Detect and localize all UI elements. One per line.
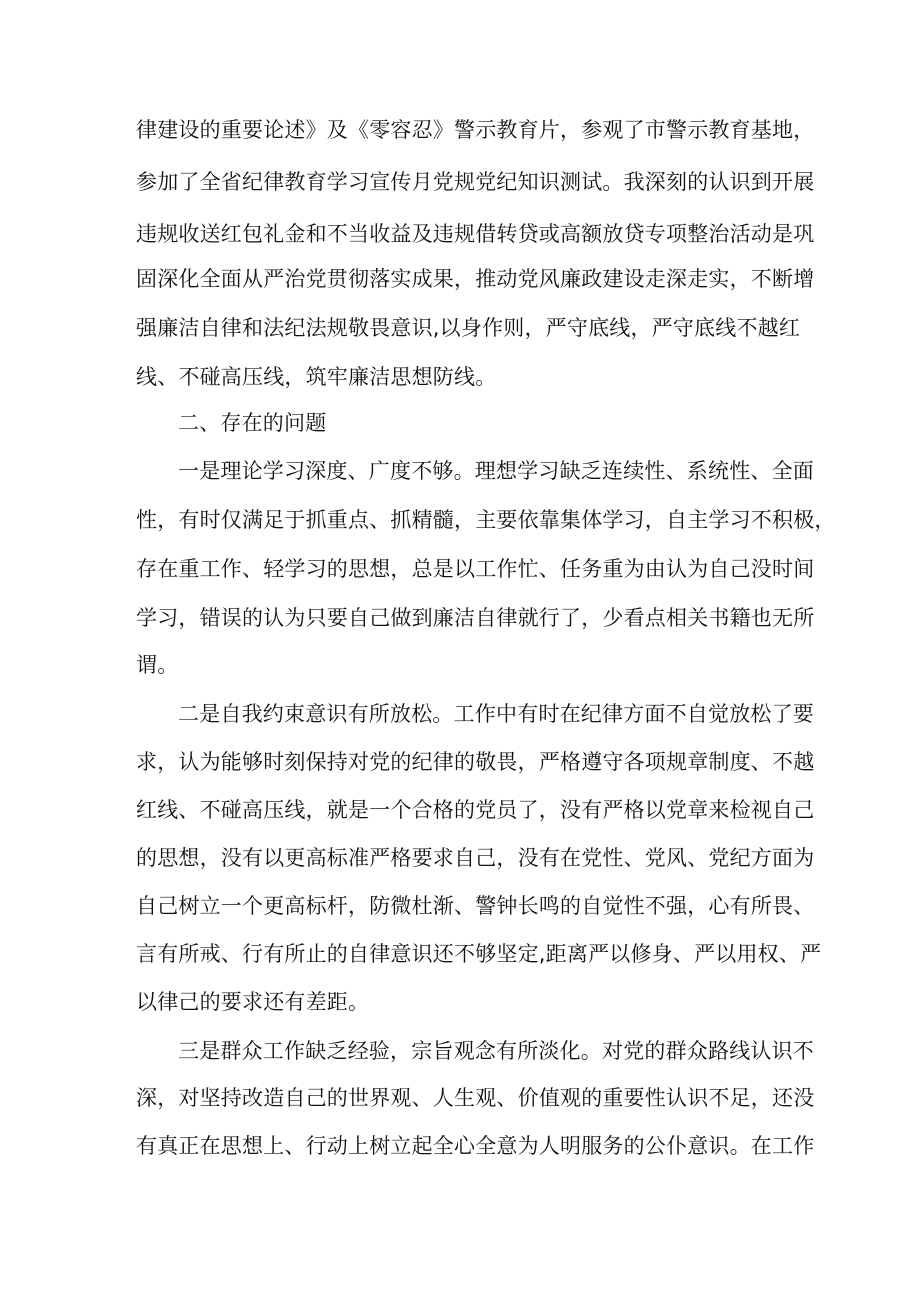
body-text-line: 性，有时仅满足于抓重点、抓精髓，主要依靠集体学习，自主学习不积极， — [136, 508, 836, 532]
body-text-line: 谓。 — [136, 653, 179, 677]
body-text-line: 深，对坚持改造自己的世界观、人生观、价值观的重要性认识不足，还没 — [136, 1086, 815, 1110]
paragraph-first-line: 一是理论学习深度、广度不够。理想学习缺乏连续性、系统性、全面 — [178, 459, 814, 483]
body-text-line: 强廉洁自律和法纪法规敬畏意识,以身作则，严守底线，严守底线不越红 — [136, 316, 801, 340]
section-heading: 二、存在的问题 — [178, 411, 327, 435]
body-text-line: 以律己的要求还有差距。 — [136, 990, 370, 1014]
body-text-line: 学习，错误的认为只要自己做到廉洁自律就行了，少看点相关书籍也无所 — [136, 606, 815, 630]
body-text-line: 红线、不碰高压线，就是一个合格的党员了，没有严格以党章来检视自己 — [136, 798, 815, 822]
body-text-line: 律建设的重要论述》及《零容忍》警示教育片，参观了市警示教育基地， — [136, 118, 815, 142]
body-text-line: 求，认为能够时刻保持对党的纪律的敬畏，严格遵守各项规章制度、不越 — [136, 750, 815, 774]
body-text-line: 参加了全省纪律教育学习宣传月党规党纪知识测试。我深刻的认识到开展 — [136, 170, 815, 194]
body-text-line: 固深化全面从严治党贯彻落实成果，推动党风廉政建设走深走实，不断增 — [136, 267, 815, 291]
body-text-line: 线、不碰高压线，筑牢廉洁思想防线。 — [136, 365, 497, 389]
body-text-line: 言有所戒、行有所止的自律意识还不够坚定,距离严以修身、严以用权、严 — [136, 942, 822, 966]
paragraph-first-line: 三是群众工作缺乏经验，宗旨观念有所淡化。对党的群众路线认识不 — [178, 1039, 814, 1063]
body-text-line: 存在重工作、轻学习的思想，总是以工作忙、任务重为由认为自己没时间 — [136, 557, 815, 581]
body-text-line: 自己树立一个更高标杆，防微杜渐、警钟长鸣的自觉性不强，心有所畏、 — [136, 894, 815, 918]
body-text-line: 违规收送红包礼金和不当收益及违规借转贷或高额放贷专项整治活动是巩 — [136, 222, 815, 246]
body-text-line: 有真正在思想上、行动上树立起全心全意为人明服务的公仆意识。在工作 — [136, 1134, 815, 1158]
body-text-line: 的思想，没有以更高标准严格要求自己，没有在党性、党风、党纪方面为 — [136, 846, 815, 870]
paragraph-first-line: 二是自我约束意识有所放松。工作中有时在纪律方面不自觉放松了要 — [178, 702, 814, 726]
